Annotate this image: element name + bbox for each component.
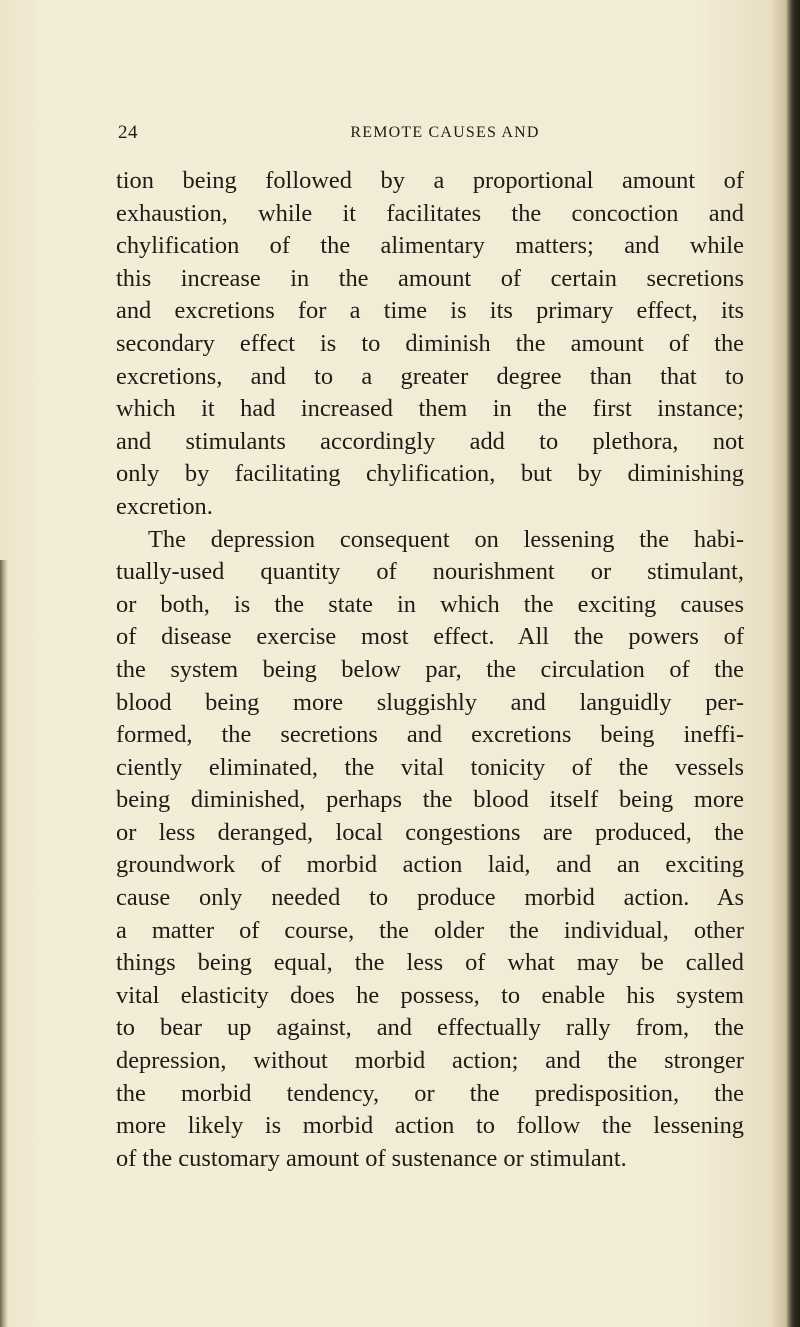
text-line: the morbid tendency, or the predisposition, the [116, 1079, 744, 1107]
text-line: being diminished, perhaps the blood itself being more [116, 786, 744, 814]
text-line: tually-used quantity of nourishment or stimulant, [116, 558, 744, 586]
text-line: secondary effect is to diminish the amount of the [116, 329, 744, 357]
body-text [116, 165, 744, 1175]
text-line: depression, without morbid action; and the stronger [116, 1047, 744, 1075]
text-line: to bear up against, and effectually rally from, the [116, 1014, 744, 1042]
text-line: and excretions for a time is its primary effect, its [116, 297, 744, 325]
text-line: vital elasticity does he possess, to enable his system [116, 981, 744, 1009]
text-line: chylification of the alimentary matters; and while [116, 232, 744, 260]
text-line: of the customary amount of sustenance or stimulant. [116, 1144, 627, 1172]
text-line: a matter of course, the older the individual, other [116, 916, 744, 944]
page-gutter-shadow [0, 560, 8, 1327]
text-line: things being equal, the less of what may be called [116, 949, 744, 977]
running-title: REMOTE CAUSES AND [350, 124, 540, 141]
text-line: or both, is the state in which the exciting causes [116, 590, 744, 618]
text-line: excretions, and to a greater degree than that to [116, 362, 744, 390]
text-line: cause only needed to produce morbid action. As [116, 884, 744, 912]
text-line: formed, the secretions and excretions being ineffi- [116, 721, 744, 749]
page-header [118, 122, 748, 146]
text-line: or less deranged, local congestions are produced, the [116, 818, 744, 846]
paragraph-start-line: The depression consequent on lessening the habi- [148, 525, 744, 553]
text-line: ciently eliminated, the vital tonicity of the vessels [116, 753, 744, 781]
text-line: the system being below par, the circulation of the [116, 655, 744, 683]
text-line: tion being followed by a proportional amount of [116, 167, 744, 194]
text-line: and stimulants accordingly add to plethora, not [116, 427, 744, 455]
page-number: 24 [118, 122, 138, 143]
text-line: groundwork of morbid action laid, and an exciting [116, 851, 744, 879]
text-line: of disease exercise most effect. All the powers of [116, 623, 744, 651]
text-line: which it had increased them in the first instance; [116, 395, 744, 423]
text-line: excretion. [116, 492, 213, 520]
text-line: blood being more sluggishly and languidly per- [116, 688, 744, 716]
text-line: this increase in the amount of certain secretions [116, 264, 744, 292]
text-line: exhaustion, while it facilitates the concoction and [116, 199, 744, 227]
text-line: only by facilitating chylification, but by diminishing [116, 460, 744, 488]
page-edge-shadow [786, 0, 800, 1327]
text-line: more likely is morbid action to follow the lessening [116, 1112, 744, 1140]
